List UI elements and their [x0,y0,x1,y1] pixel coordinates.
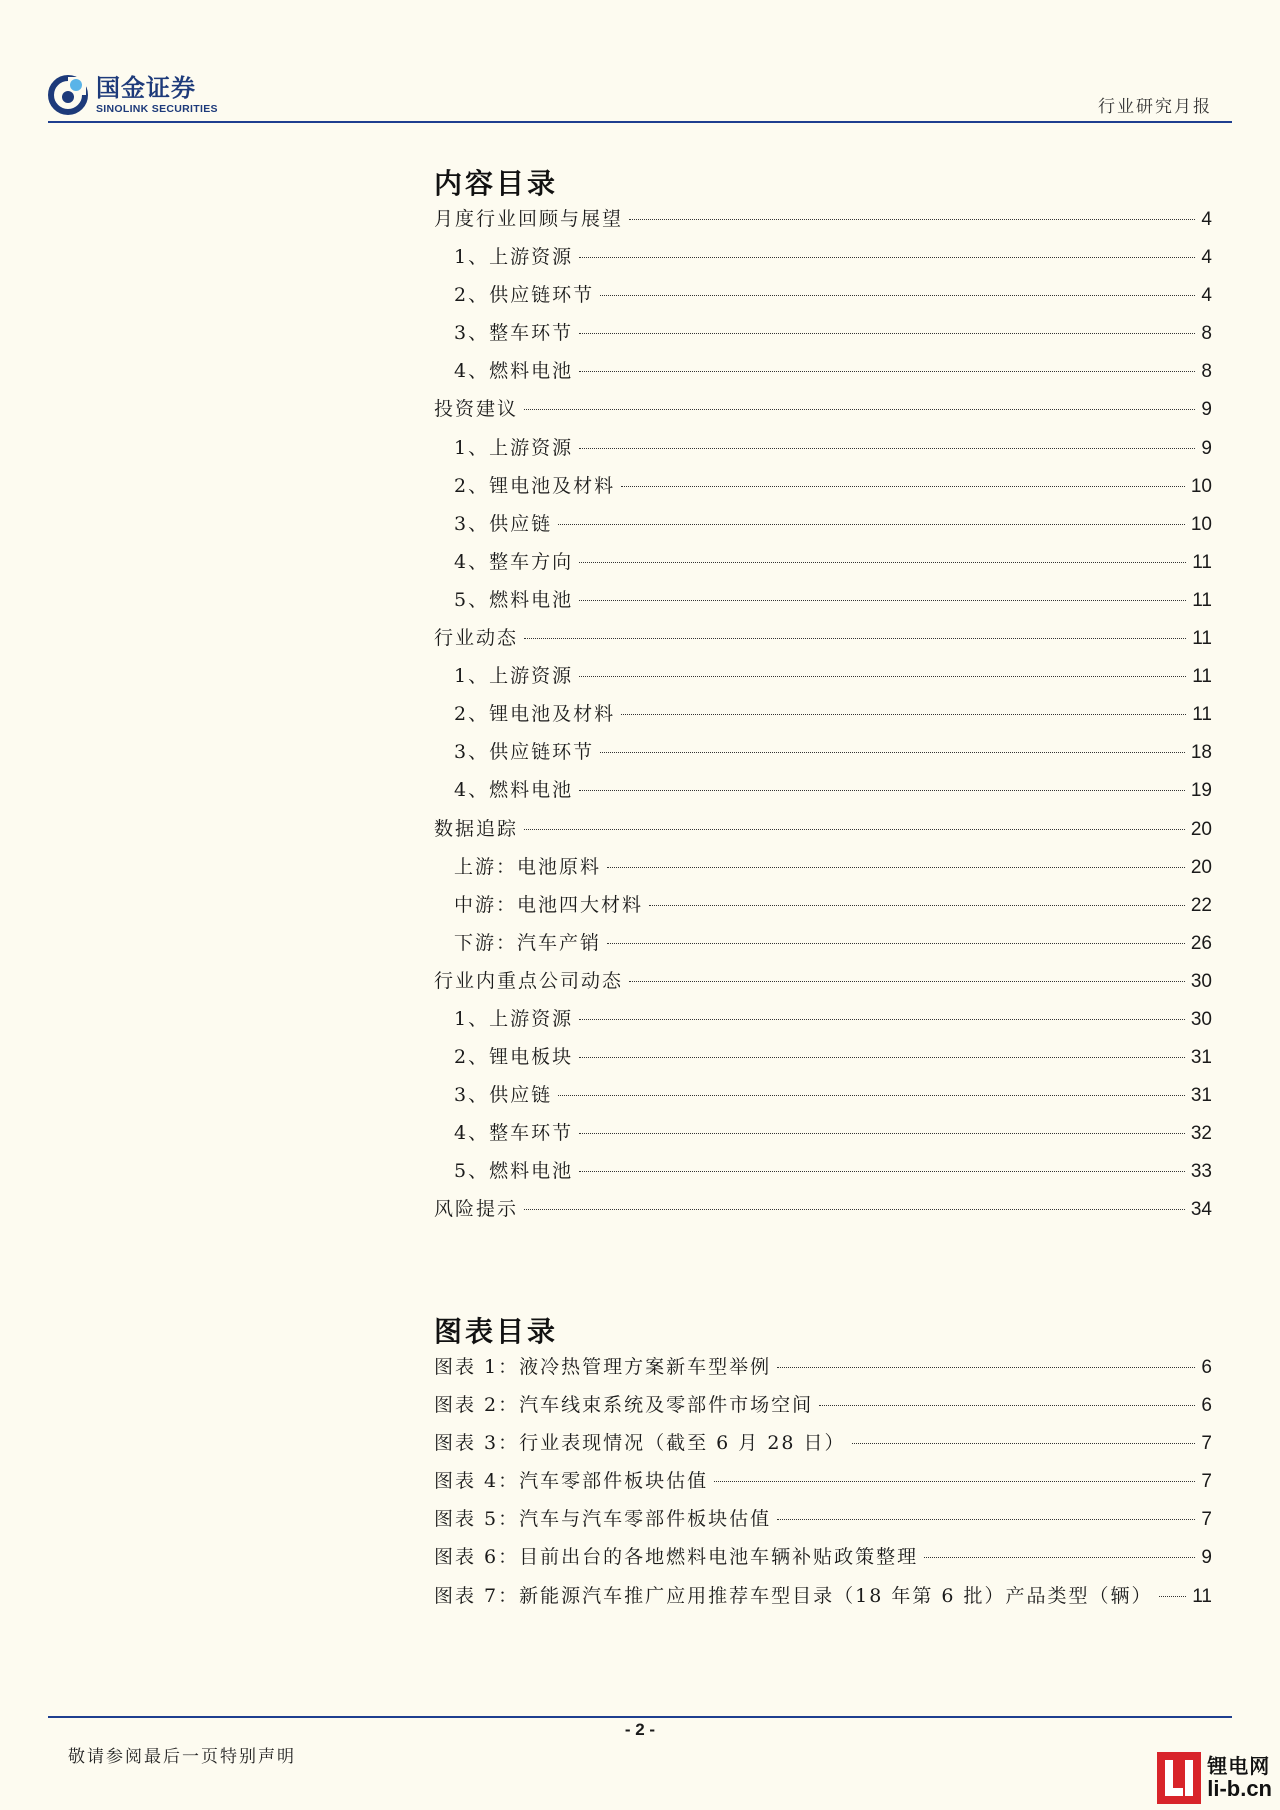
contents-entry[interactable] [434,1042,1212,1080]
contents-entry-label: 5、燃料电池 [454,1160,574,1183]
figures-entry-label: 图表 6：目前出台的各地燃料电池车辆补贴政策整理 [434,1546,919,1569]
dot-leader [629,981,1185,982]
company-logo [48,72,218,118]
dot-leader [579,676,1186,677]
contents-entry[interactable] [434,1004,1212,1042]
dot-leader [852,1443,1196,1444]
contents-entry-page: 9 [1201,437,1212,459]
contents-entry[interactable] [434,1080,1212,1118]
figures-entry-page: 7 [1201,1509,1212,1531]
contents-entry-page: 18 [1190,742,1212,764]
contents-entry-page: 11 [1192,589,1212,611]
dot-leader [819,1405,1195,1406]
contents-entry[interactable] [434,585,1212,623]
dot-leader [629,219,1195,220]
figures-entry[interactable] [434,1352,1212,1390]
dot-leader [524,829,1185,830]
contents-entry-label: 上游：电池原料 [454,855,602,878]
contents-entry-page: 19 [1190,780,1212,802]
dot-leader [558,524,1185,525]
contents-entry[interactable] [434,356,1212,394]
contents-entry[interactable] [434,966,1212,1004]
contents-entry-label: 下游：汽车产销 [454,931,602,954]
logo-english-text: SINOLINK SECURITIES [96,102,218,115]
figures-entry[interactable] [434,1466,1212,1504]
contents-entry[interactable] [434,1118,1212,1156]
dot-leader [579,600,1186,601]
figures-entry-label: 图表 7：新能源汽车推广应用推荐车型目录（18 年第 6 批）产品类型（辆） [434,1584,1153,1607]
contents-entry-label: 4、燃料电池 [454,360,574,383]
contents-entry-label: 1、上游资源 [454,246,574,269]
contents-entry-label: 3、供应链 [454,1084,553,1107]
figures-entry-page: 6 [1201,1395,1212,1417]
disclaimer-text: 敬请参阅最后一页特别声明 [68,1747,296,1767]
contents-entry[interactable] [434,547,1212,585]
contents-entry-label: 风险提示 [434,1198,519,1221]
contents-entry-label: 1、上游资源 [454,436,574,459]
figures-entry-label: 图表 3：行业表现情况（截至 6 月 28 日） [434,1432,846,1455]
figures-entry[interactable] [434,1504,1212,1542]
contents-entry-page: 11 [1192,666,1212,688]
contents-section [434,164,1212,1233]
contents-list [434,204,1212,1233]
contents-entry-page: 4 [1201,247,1212,269]
dot-leader [579,371,1195,372]
dot-leader [579,1133,1185,1134]
contents-entry-page: 30 [1190,1008,1212,1030]
contents-entry-page: 31 [1190,1047,1212,1069]
figures-section [434,1312,1212,1619]
dot-leader [579,1171,1185,1172]
contents-entry[interactable] [434,1194,1212,1232]
dot-leader [607,943,1185,944]
dot-leader [579,790,1185,791]
contents-entry[interactable] [434,280,1212,318]
contents-entry[interactable] [434,890,1212,928]
contents-entry[interactable] [434,242,1212,280]
figures-entry[interactable] [434,1581,1212,1619]
contents-entry-label: 1、上游资源 [454,665,574,688]
contents-entry-label: 2、锂电池及材料 [454,474,616,497]
dot-leader [579,333,1195,334]
report-type-label: 行业研究月报 [1098,97,1212,117]
contents-entry[interactable] [434,509,1212,547]
figures-title: 图表目录 [434,1315,559,1348]
contents-entry-page: 30 [1190,970,1212,992]
contents-entry-page: 11 [1192,551,1212,573]
contents-entry-page: 9 [1201,399,1212,421]
contents-entry-page: 4 [1201,209,1212,230]
contents-entry-label: 4、整车环节 [454,1122,574,1145]
dot-leader [1159,1596,1187,1597]
contents-title: 内容目录 [434,167,559,200]
contents-entry-page: 32 [1190,1123,1212,1145]
sinolink-logo-icon [48,75,88,115]
figures-entry[interactable] [434,1542,1212,1580]
contents-entry-label: 2、供应链环节 [454,284,595,307]
contents-entry-page: 4 [1201,285,1212,307]
contents-entry[interactable] [434,1156,1212,1194]
contents-entry-page: 11 [1192,628,1212,650]
contents-entry[interactable] [434,394,1212,432]
dot-leader [777,1367,1195,1368]
dot-leader [649,905,1185,906]
logo-chinese-text: 国金证券 [96,73,196,102]
figures-entry[interactable] [434,1390,1212,1428]
figures-entry-page: 7 [1201,1471,1212,1493]
contents-entry-label: 2、锂电板块 [454,1046,574,1069]
contents-entry-page: 10 [1190,513,1212,535]
dot-leader [600,752,1185,753]
contents-entry-page: 34 [1190,1199,1212,1221]
contents-entry-label: 4、燃料电池 [454,779,574,802]
contents-entry-page: 10 [1190,475,1212,497]
figures-entry-page: 11 [1192,1585,1212,1607]
figures-entry-label: 图表 1：液冷热管理方案新车型举例 [434,1356,772,1378]
contents-entry-page: 20 [1190,856,1212,878]
contents-entry-page: 8 [1201,323,1212,345]
contents-entry-label: 2、锂电池及材料 [454,703,616,726]
dot-leader [607,867,1185,868]
dot-leader [621,714,1186,715]
contents-entry-page: 11 [1192,704,1212,726]
contents-entry-page: 22 [1190,894,1212,916]
watermark-chinese: 锂电网 [1207,1753,1271,1778]
footer-divider [48,1716,1232,1718]
dot-leader [524,1209,1185,1210]
page-number: - 2 - [624,1720,656,1739]
contents-entry-page: 33 [1190,1161,1212,1183]
contents-entry[interactable] [434,204,1212,242]
contents-entry[interactable] [434,737,1212,775]
contents-entry-label: 行业内重点公司动态 [434,969,624,992]
dot-leader [579,257,1195,258]
figures-entry-label: 图表 2：汽车线束系统及零部件市场空间 [434,1394,814,1417]
contents-entry-label: 行业动态 [434,627,519,650]
contents-entry[interactable] [434,699,1212,737]
figures-entry-label: 图表 4：汽车零部件板块估值 [434,1470,709,1493]
dot-leader [777,1519,1195,1520]
contents-entry-label: 中游：电池四大材料 [454,893,644,916]
contents-entry-label: 数据追踪 [434,817,519,840]
contents-entry[interactable] [434,471,1212,509]
dot-leader [924,1557,1195,1558]
header-divider [48,121,1232,123]
contents-entry-label: 3、供应链环节 [454,741,595,764]
contents-entry[interactable] [434,623,1212,661]
contents-entry[interactable] [434,814,1212,852]
figures-list [434,1352,1212,1619]
contents-entry-page: 26 [1190,932,1212,954]
contents-entry-page: 8 [1201,361,1212,383]
contents-entry-label: 3、整车环节 [454,322,574,345]
contents-entry[interactable] [434,775,1212,813]
dot-leader [600,295,1195,296]
dot-leader [621,486,1185,487]
watermark-domain: li-b.cn [1207,1775,1272,1801]
contents-entry[interactable] [434,928,1212,966]
contents-entry[interactable] [434,661,1212,699]
dot-leader [524,409,1195,410]
figures-entry-page: 9 [1201,1547,1212,1569]
figures-entry[interactable] [434,1428,1212,1466]
contents-entry-page: 20 [1190,818,1212,840]
contents-entry-page: 31 [1190,1085,1212,1107]
contents-entry-label: 4、整车方向 [454,550,574,573]
dot-leader [579,1057,1185,1058]
dot-leader [558,1095,1185,1096]
dot-leader [579,562,1186,563]
dot-leader [579,1019,1185,1020]
page-header [48,72,1232,124]
contents-entry[interactable] [434,318,1212,356]
contents-entry-label: 月度行业回顾与展望 [434,208,624,230]
dot-leader [579,448,1195,449]
contents-entry-label: 3、供应链 [454,512,553,535]
contents-entry-label: 1、上游资源 [454,1007,574,1030]
li-b-logo-icon [1157,1752,1201,1804]
contents-entry[interactable] [434,433,1212,471]
dot-leader [714,1481,1195,1482]
contents-entry-label: 投资建议 [434,398,519,421]
contents-entry-label: 5、燃料电池 [454,588,574,611]
figures-entry-page: 7 [1201,1433,1212,1455]
figures-entry-page: 6 [1201,1357,1212,1378]
figures-entry-label: 图表 5：汽车与汽车零部件板块估值 [434,1508,772,1531]
contents-entry[interactable] [434,852,1212,890]
dot-leader [524,638,1186,639]
watermark [1157,1752,1272,1804]
